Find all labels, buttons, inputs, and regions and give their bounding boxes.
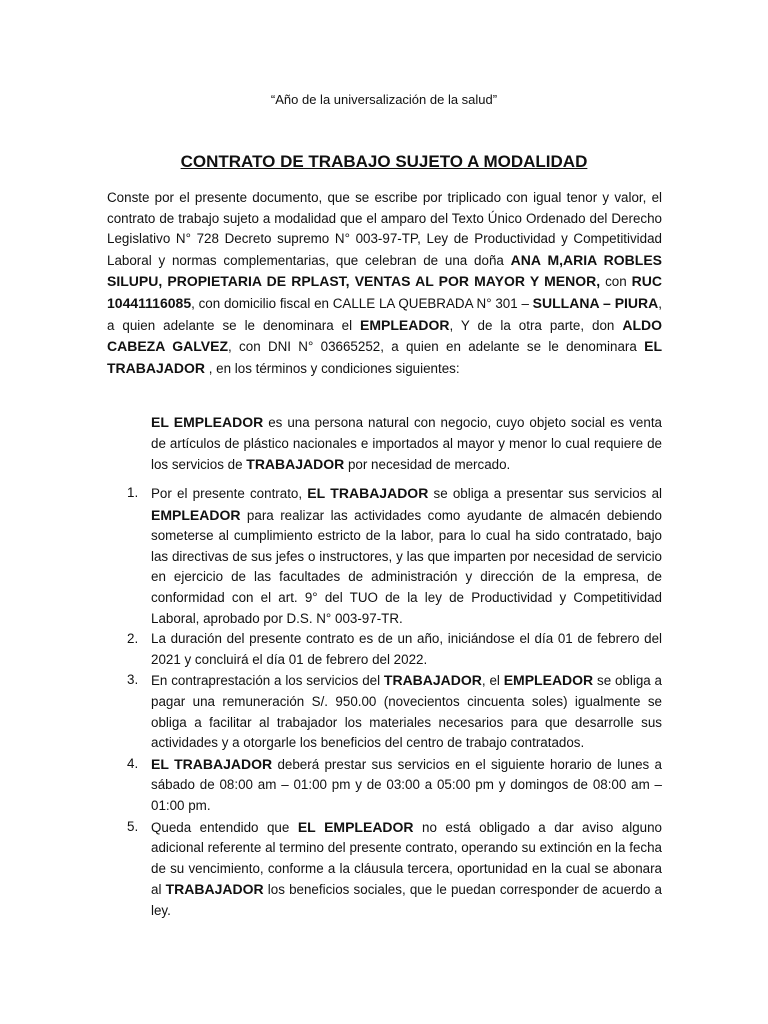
text-run: En contraprestación a los servicios del bbox=[151, 673, 384, 689]
bold-term: SULLANA – PIURA bbox=[532, 294, 659, 311]
bold-term: EL EMPLEADOR bbox=[151, 414, 264, 430]
bold-term: ALDO CABEZA GALVEZ bbox=[107, 316, 662, 355]
year-motto: “Año de la universalización de la salud” bbox=[270, 92, 498, 107]
text-run: los beneficios sociales, que le puedan corresponder de acuerdo a ley. bbox=[151, 882, 662, 918]
bold-term: EL TRABAJADOR bbox=[151, 755, 273, 772]
text-run: , el bbox=[481, 673, 504, 689]
text-run: se obliga a presentar sus servicios al bbox=[428, 486, 662, 501]
clause-item bbox=[127, 817, 662, 922]
clause-number: 5. bbox=[127, 818, 139, 834]
bold-term: ANA M,ARIA ROBLES SILUPU, PROPIETARIA DE RPLAST, VENTAS AL POR MAYOR Y MENOR, bbox=[107, 251, 662, 290]
bold-term: EMPLEADOR bbox=[503, 672, 594, 689]
bold-term: EL EMPLEADOR bbox=[297, 818, 414, 835]
bold-term: TRABAJADOR bbox=[165, 881, 264, 898]
text-run: , en los términos y condiciones siguientes: bbox=[205, 360, 460, 376]
intro-paragraph bbox=[107, 188, 662, 379]
text-run: es una persona natural con negocio, cuyo objeto social es venta de artículos de plástico nacionales e importados al mayor y menor lo cual requiere de los servicios de bbox=[151, 415, 662, 473]
clause-item bbox=[127, 670, 662, 753]
text-run: , con DNI N° 03665252, a quien en adelante se le denominara bbox=[228, 339, 645, 355]
text-run: , con domicilio fiscal en CALLE LA QUEBRADA N° 301 – bbox=[191, 295, 533, 311]
clause-number: 3. bbox=[127, 672, 139, 688]
text-run: , a quien adelante se le denominara el bbox=[107, 295, 662, 333]
text-run: Conste por el presente documento, que se escribe por triplicado con igual tenor y valor, el contrato de trabajo sujeto a modalidad que el amparo del Texto Único Ordenado del Derecho Legislativo N° 728 Decreto supremo N° 003-97-TP, Ley de Productividad y Competitividad Laboral y normas complementarias, que celebran de una doña bbox=[107, 190, 662, 268]
bold-term: EMPLEADOR bbox=[360, 316, 450, 333]
text-run: para realizar las actividades como ayudante de almacén debiendo someterse al cumplimiento estricto de la labor, para lo cual ha sido contratado, bajo las directivas de sus jefes o instructores, y las que imparten por necesidad de servicio en ejercicio de las facultades de administración y dirección de la empresa, de conformidad con el art. 9° del TUO de la ley de Productividad y Competitividad Laboral, aprobado por D.S. N° 003-97-TR. bbox=[151, 507, 662, 626]
contract-title: CONTRATO DE TRABAJO SUJETO A MODALIDAD bbox=[180, 152, 588, 171]
bold-term: EL TRABAJADOR bbox=[307, 485, 429, 501]
clauses-list bbox=[0, 483, 768, 921]
text-run: La duración del presente contrato es de un año, iniciándose el día 01 de febrero del 2021 y concluirá el día 01 de febrero del 2022. bbox=[151, 631, 662, 667]
bold-term: TRABAJADOR bbox=[246, 456, 345, 473]
employer-description-paragraph bbox=[151, 412, 662, 476]
clause-item bbox=[127, 629, 662, 670]
text-run: se obliga a pagar una remuneración S/. 950.00 (novecientos cincuenta soles) igualmente se obliga a facilitar al trabajador los materiales necesarios para que desarrolle sus actividades y a otorgarle los beneficios del centro de trabajo contratados. bbox=[151, 673, 662, 751]
bold-term: EL TRABAJADOR bbox=[107, 338, 662, 376]
clause-item bbox=[127, 483, 662, 629]
clause-item bbox=[127, 754, 662, 817]
bold-term: EMPLEADOR bbox=[151, 506, 241, 523]
clause-number: 1. bbox=[127, 485, 139, 500]
text-run: por necesidad de mercado. bbox=[344, 457, 511, 473]
clause-number: 4. bbox=[127, 755, 139, 771]
clause-number: 2. bbox=[127, 631, 139, 647]
text-run: Por el presente contrato, bbox=[151, 486, 308, 501]
text-run: , Y de la otra parte, don bbox=[449, 317, 623, 333]
text-run: con bbox=[600, 274, 632, 290]
text-run: deberá prestar sus servicios en el siguiente horario de lunes a sábado de 08:00 am – 01:00 pm y de 03:00 a 05:00 pm y domingos de 08:00 am – 01:00 pm. bbox=[151, 756, 662, 813]
text-run: Queda entendido que bbox=[151, 819, 298, 835]
text-run: no está obligado a dar aviso alguno adicional referente al termino del presente contrato, operando su extinción en la fecha de su vencimiento, conforme a la cláusula tercera, oportunidad en la cual se abonara al bbox=[151, 819, 662, 898]
bold-term: RUC 10441116085 bbox=[107, 273, 663, 311]
bold-term: TRABAJADOR bbox=[383, 672, 482, 689]
